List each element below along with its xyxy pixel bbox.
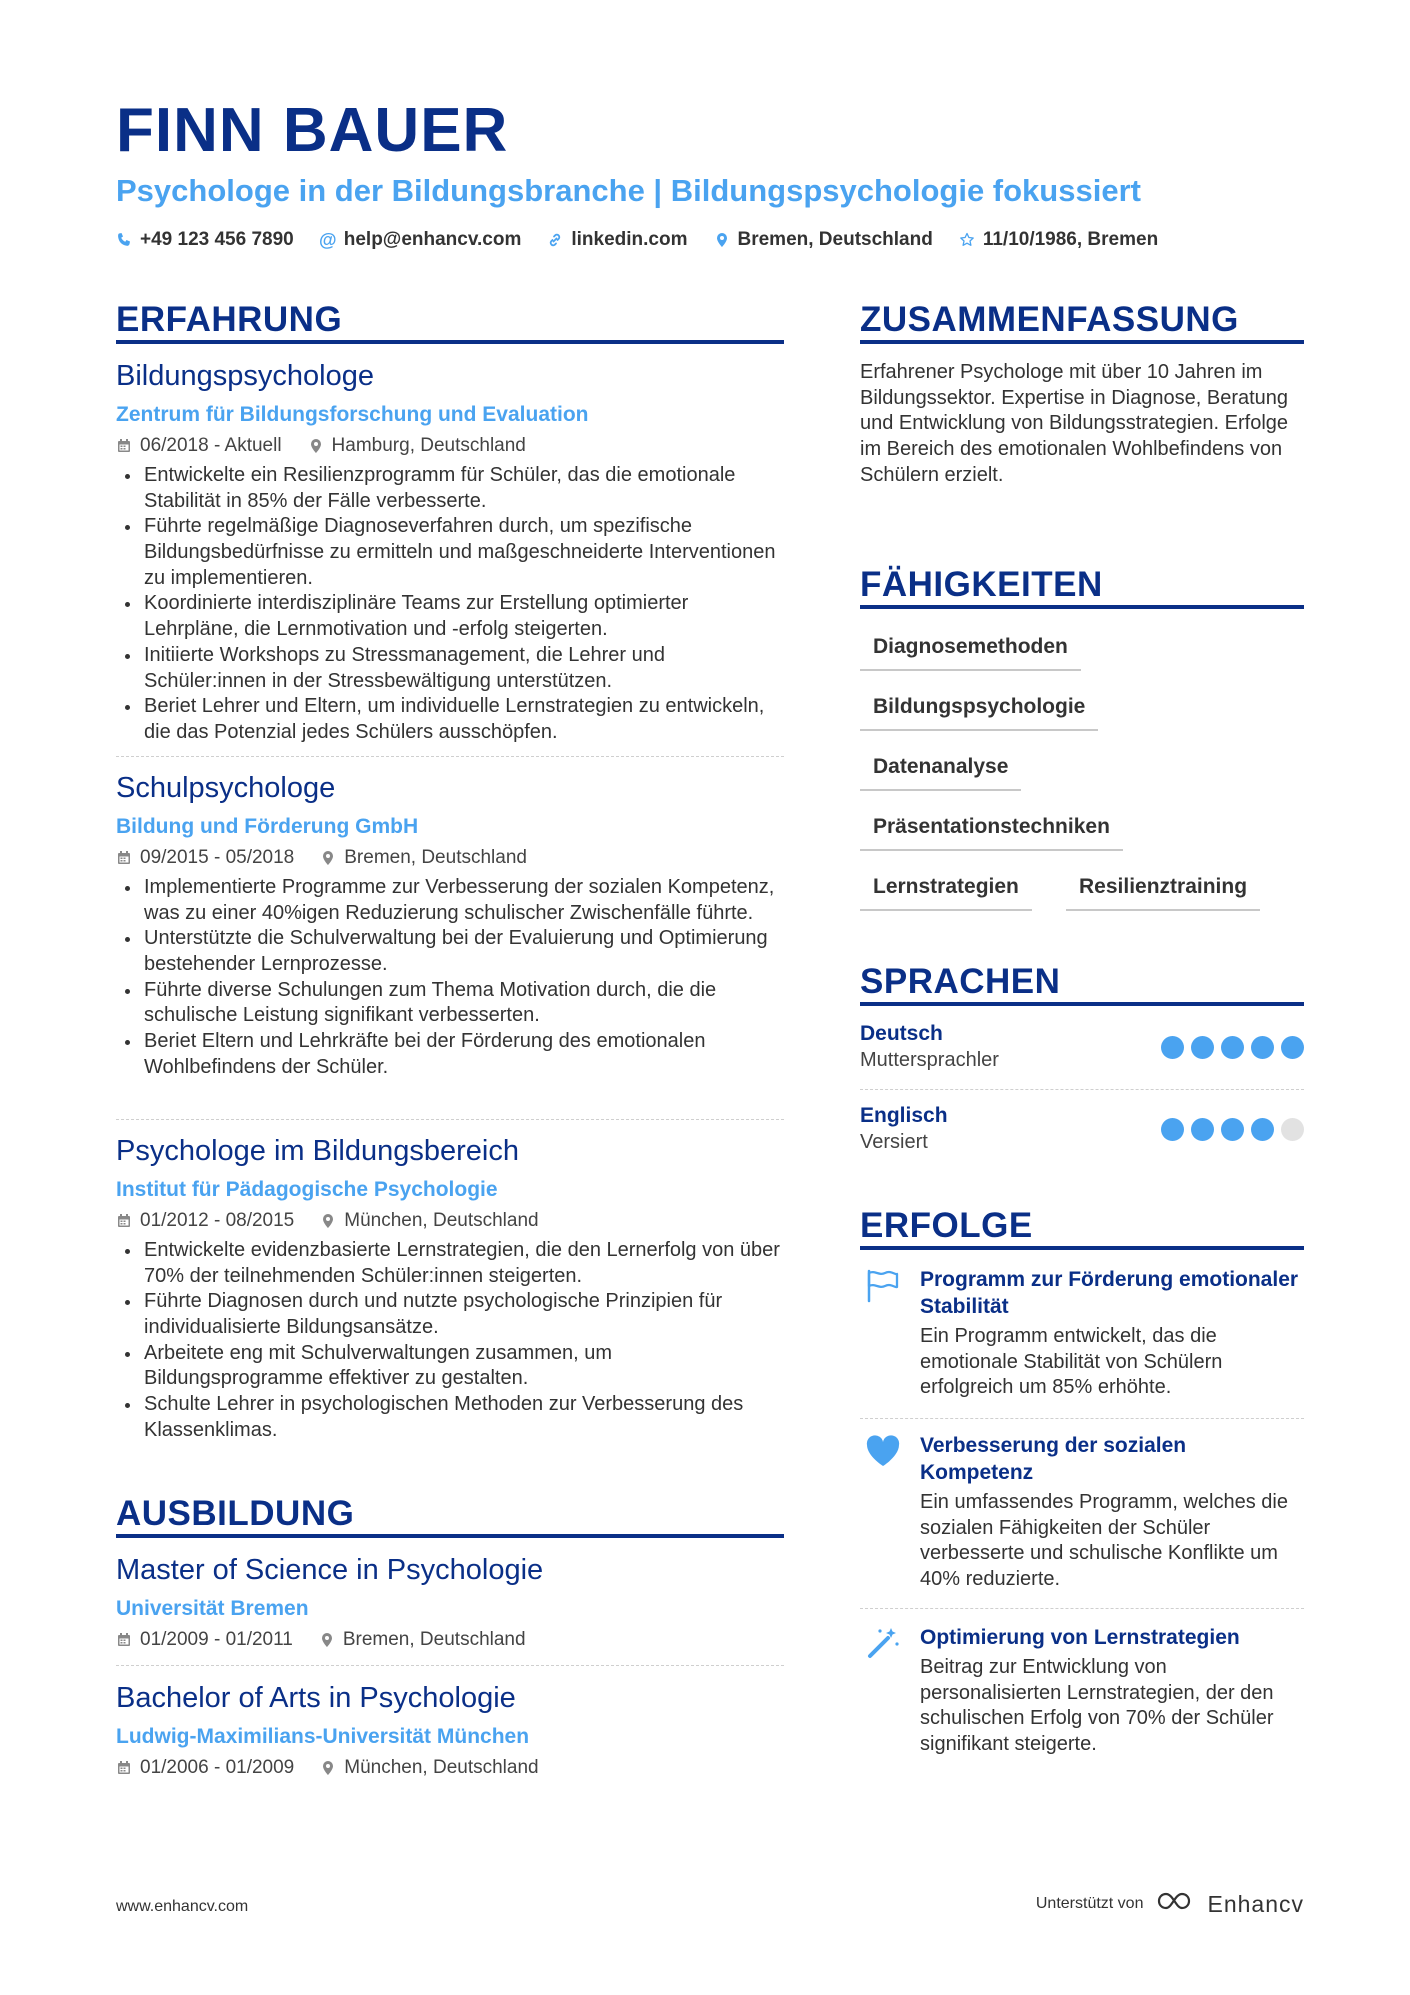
- education-dates: [116, 1630, 293, 1651]
- calendar-icon: [116, 438, 132, 454]
- achievements-rule: [860, 1246, 1304, 1250]
- powered-by-text: Unterstützt von: [1035, 1895, 1144, 1912]
- skill-tag: Lernstrategien: [860, 876, 1032, 911]
- skill-tag: Diagnosemethoden: [860, 636, 1081, 671]
- achievement-desc: Ein umfassendes Programm, welches die sozialen Fähigkeiten der Schüler verbesserte und schulische Konflikte um 40% reduzierte.: [920, 1491, 1288, 1591]
- rating-dot-filled: [1251, 1118, 1274, 1141]
- education-meta: [116, 1630, 784, 1651]
- job-bullets: [116, 875, 784, 1081]
- divider: [860, 1418, 1304, 1419]
- bullet: Entwickelte evidenzbasierte Lernstrategien, die den Lernerfolg von über 70% der teilnehmenden Schüler:innen steigerten.: [116, 1238, 784, 1289]
- divider: [116, 1119, 784, 1120]
- rating-dot-filled: [1251, 1036, 1274, 1059]
- education-dates: [116, 1758, 294, 1779]
- summary-text: Erfahrener Psychologe mit über 10 Jahren im Bildungssektor. Expertise in Diagnose, Beratung und Entwicklung von Bildungsstrategien. Erfolge im Bereich des emotionalen Wohlbefindens von Schülern erzielt.: [860, 361, 1289, 486]
- job-title: Bildungspsychologe: [116, 360, 374, 392]
- bullet: Unterstützte die Schulverwaltung bei der Evaluierung und Optimierung bestehender Lernprozesse.: [116, 926, 784, 977]
- contact-phone[interactable]: [116, 229, 294, 251]
- phone-icon: [116, 231, 132, 249]
- job-meta: [116, 1211, 784, 1232]
- education-meta: [116, 1758, 784, 1779]
- language-level: Versiert: [860, 1131, 928, 1154]
- bullet: Initiierte Workshops zu Stressmanagement, die Lehrer und Schüler:innen in der Stressbewältigung unterstützen.: [116, 643, 784, 694]
- experience-item: [116, 773, 784, 1081]
- achievement-item: [860, 1624, 1304, 1758]
- contact-linkedin-text: linkedin.com: [571, 229, 688, 250]
- job-company: Institut für Pädagogische Psychologie: [116, 1177, 498, 1201]
- job-location: [308, 436, 526, 457]
- contact-bar: [116, 229, 1158, 251]
- job-title: Schulpsychologe: [116, 772, 336, 804]
- rating-dot-filled: [1161, 1118, 1184, 1141]
- divider: [116, 1665, 784, 1666]
- achievement-title: Programm zur Förderung emotionaler Stabilität: [920, 1268, 1299, 1318]
- experience-section-title: ERFAHRUNG: [116, 300, 343, 339]
- job-location: [320, 848, 527, 869]
- rating-dot-filled: [1221, 1036, 1244, 1059]
- job-dates-text: 09/2015 - 05/2018: [140, 846, 295, 868]
- language-rating: [1161, 1118, 1304, 1141]
- calendar-icon: [116, 1760, 132, 1776]
- contact-location-text: Bremen, Deutschland: [737, 229, 933, 250]
- calendar-icon: [116, 1632, 132, 1648]
- heart-icon: [864, 1432, 902, 1470]
- education-location: [320, 1758, 538, 1779]
- location-icon: [320, 1213, 336, 1229]
- languages-section-title: SPRACHEN: [860, 962, 1061, 1001]
- contact-location: [714, 229, 933, 251]
- candidate-headline: Psychologe in der Bildungsbranche | Bildungspsychologie fokussiert: [116, 173, 1141, 208]
- rating-dot-filled: [1281, 1036, 1304, 1059]
- rating-dot-filled: [1221, 1118, 1244, 1141]
- job-dates: [116, 848, 294, 869]
- language-rating: [1161, 1036, 1304, 1059]
- language-level: Muttersprachler: [860, 1049, 999, 1072]
- education-dates-text: 01/2006 - 01/2009: [140, 1756, 295, 1778]
- achievements-section-title: ERFOLGE: [860, 1206, 1033, 1245]
- education-location-text: Bremen, Deutschland: [342, 1628, 526, 1650]
- job-bullets: [116, 463, 784, 746]
- bullet: Beriet Lehrer und Eltern, um individuelle Lernstrategien zu entwickeln, die das Potenzial jedes Schülers ausschöpfen.: [116, 694, 784, 745]
- contact-linkedin[interactable]: [547, 229, 687, 251]
- magic-wand-icon: [864, 1624, 902, 1662]
- rating-dot-filled: [1161, 1036, 1184, 1059]
- location-icon: [714, 231, 730, 249]
- education-rule: [116, 1534, 784, 1538]
- contact-birth-text: 11/10/1986, Bremen: [982, 229, 1159, 250]
- link-icon: [547, 231, 563, 249]
- rating-dot-filled: [1191, 1036, 1214, 1059]
- achievement-item: [860, 1432, 1304, 1593]
- job-meta: [116, 848, 784, 869]
- job-bullets: [116, 1238, 784, 1444]
- divider: [116, 756, 784, 757]
- bullet: Arbeitete eng mit Schulverwaltungen zusammen, um Bildungsprogramme effektiver zu gestalten.: [116, 1341, 784, 1392]
- infinity-icon: [1155, 1890, 1199, 1918]
- job-location-text: München, Deutschland: [344, 1209, 539, 1231]
- skills-section-title: FÄHIGKEITEN: [860, 565, 1103, 604]
- contact-email-text: help@enhancv.com: [343, 229, 522, 250]
- job-title: Psychologe im Bildungsbereich: [116, 1135, 519, 1167]
- bullet: Entwickelte ein Resilienzprogramm für Schüler, das die emotionale Stabilität in 85% der Fälle verbesserte.: [116, 463, 784, 514]
- bullet: Beriet Eltern und Lehrkräfte bei der Förderung des emotionalen Wohlbefindens der Schüler.: [116, 1029, 784, 1080]
- language-item: [860, 1104, 1304, 1164]
- bullet: Implementierte Programme zur Verbesserung der sozialen Kompetenz, was zu einer 40%igen Reduzierung schulischer Zwischenfälle führte.: [116, 875, 784, 926]
- language-name: Deutsch: [860, 1022, 943, 1045]
- candidate-name: FINN BAUER: [116, 96, 509, 165]
- achievement-title: Optimierung von Lernstrategien: [920, 1626, 1240, 1649]
- degree-title: Master of Science in Psychologie: [116, 1554, 544, 1586]
- skill-tag: Präsentationstechniken: [860, 816, 1123, 851]
- star-icon: [959, 231, 975, 249]
- location-icon: [308, 438, 324, 454]
- experience-item: [116, 361, 784, 746]
- job-dates-text: 06/2018 - Aktuell: [140, 434, 282, 456]
- job-company: Zentrum für Bildungsforschung und Evaluation: [116, 402, 589, 426]
- job-location-text: Bremen, Deutschland: [344, 846, 527, 868]
- education-item: [116, 1683, 784, 1779]
- language-name: Englisch: [860, 1104, 948, 1127]
- contact-email[interactable]: [320, 229, 522, 251]
- experience-item: [116, 1136, 784, 1444]
- calendar-icon: [116, 850, 132, 866]
- skill-tag: Datenanalyse: [860, 756, 1021, 791]
- divider: [860, 1608, 1304, 1609]
- bullet: Schulte Lehrer in psychologischen Methoden zur Verbesserung des Klassenklimas.: [116, 1392, 784, 1443]
- bullet: Koordinierte interdisziplinäre Teams zur Erstellung optimierter Lehrpläne, die Lernmotivation und -erfolg steigerten.: [116, 591, 784, 642]
- flag-icon: [864, 1266, 902, 1304]
- school-name: Universität Bremen: [116, 1596, 309, 1620]
- achievement-title: Verbesserung der sozialen Kompetenz: [920, 1434, 1187, 1484]
- rating-dot-filled: [1191, 1118, 1214, 1141]
- rating-dot-empty: [1281, 1118, 1304, 1141]
- job-dates-text: 01/2012 - 08/2015: [140, 1209, 295, 1231]
- achievement-desc: Ein Programm entwickelt, das die emotionale Stabilität von Schülern erfolgreich um 85% erhöhte.: [920, 1325, 1223, 1399]
- contact-birth: [959, 229, 1158, 251]
- education-location: [319, 1630, 526, 1651]
- education-location-text: München, Deutschland: [344, 1756, 539, 1778]
- location-icon: [320, 1760, 336, 1776]
- location-icon: [320, 850, 336, 866]
- job-meta: [116, 436, 784, 457]
- bullet: Führte regelmäßige Diagnoseverfahren durch, um spezifische Bildungsbedürfnisse zu ermitteln und maßgeschneiderte Interventionen zu implementieren.: [116, 514, 784, 591]
- skill-tag: Bildungspsychologie: [860, 696, 1098, 731]
- footer-branding: [1036, 1890, 1304, 1918]
- skill-tag: Resilienztraining: [1066, 876, 1260, 911]
- language-item: [860, 1022, 1304, 1082]
- brand-logo[interactable]: [1155, 1890, 1304, 1918]
- job-location-text: Hamburg, Deutschland: [331, 434, 526, 456]
- languages-rule: [860, 1002, 1304, 1006]
- school-name: Ludwig-Maximilians-Universität München: [116, 1724, 530, 1748]
- bullet: Führte diverse Schulungen zum Thema Motivation durch, die die schulische Leistung signifikant verbesserten.: [116, 978, 784, 1029]
- achievement-desc: Beitrag zur Entwicklung von personalisierten Lernstrategien, der den schulischen Erfolg von 70% der Schüler signifikant steigerte.: [920, 1656, 1274, 1756]
- skills-rule: [860, 605, 1304, 609]
- job-dates: [116, 1211, 294, 1232]
- divider: [860, 1089, 1304, 1090]
- experience-rule: [116, 340, 784, 344]
- location-icon: [319, 1632, 335, 1648]
- contact-phone-text: +49 123 456 7890: [140, 229, 294, 250]
- at-icon: @: [318, 229, 337, 250]
- job-dates: [116, 436, 282, 457]
- education-item: [116, 1555, 784, 1651]
- brand-name: Enhancv: [1207, 1890, 1304, 1917]
- summary-section-title: ZUSAMMENFASSUNG: [860, 300, 1239, 339]
- job-company: Bildung und Förderung GmbH: [116, 814, 419, 838]
- achievement-item: [860, 1266, 1304, 1401]
- summary-rule: [860, 340, 1304, 344]
- bullet: Führte Diagnosen durch und nutzte psychologische Prinzipien für individualisierte Bildungsansätze.: [116, 1289, 784, 1340]
- job-location: [320, 1211, 538, 1232]
- education-dates-text: 01/2009 - 01/2011: [140, 1628, 293, 1650]
- calendar-icon: [116, 1213, 132, 1229]
- degree-title: Bachelor of Arts in Psychologie: [116, 1682, 516, 1714]
- footer-website[interactable]: www.enhancv.com: [116, 1898, 249, 1915]
- education-section-title: AUSBILDUNG: [116, 1494, 355, 1533]
